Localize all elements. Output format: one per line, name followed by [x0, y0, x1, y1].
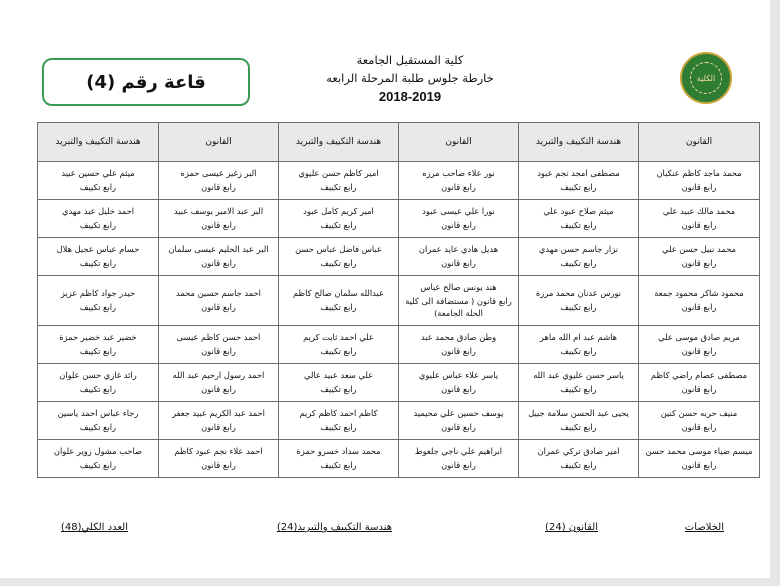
student-stage: رابع تكييف — [79, 384, 117, 394]
student-name: امير كاظم حسن عليوي — [298, 167, 379, 178]
student-name: احمد عبد الكريم عبيد جعفر — [172, 407, 265, 418]
student-name: مريم صادق موسى علي — [658, 331, 740, 342]
table-row — [38, 440, 760, 478]
student-stage: رابع تكييف — [560, 384, 597, 394]
student-stage: رابع قانون — [681, 346, 717, 356]
student-name: ميثم صلاح عبود علي — [543, 205, 614, 216]
seat-cell — [399, 238, 519, 276]
student-stage: رابع تكييف — [560, 460, 597, 470]
college-logo-text: الكلية — [696, 73, 716, 83]
seat-cell — [38, 364, 159, 402]
student-stage: رابع قانون — [681, 258, 717, 268]
seat-cell — [279, 200, 399, 238]
table-row — [38, 162, 760, 200]
column-header: هندسة التكييف والتبريد — [38, 123, 159, 162]
seat-cell — [639, 364, 760, 402]
seat-cell — [279, 364, 399, 402]
student-stage: رابع قانون — [441, 220, 476, 230]
seat-cell — [639, 276, 760, 326]
seat-cell — [639, 238, 760, 276]
table-row — [38, 238, 760, 276]
student-name: نزار جاسم حسن مهدي — [538, 243, 619, 254]
student-stage: رابع قانون — [201, 460, 236, 470]
student-stage: رابع قانون — [681, 302, 717, 312]
student-name: البر عبد الحليم عيسى سلمان — [168, 243, 269, 254]
student-name: احمد حسن كاظم عيسى — [176, 331, 261, 342]
student-stage: رابع قانون — [201, 384, 236, 394]
student-stage: رابع تكييف — [320, 460, 357, 470]
seat-cell — [399, 276, 519, 326]
student-stage: رابع قانون — [441, 460, 476, 470]
student-stage: رابع تكييف — [320, 302, 357, 312]
seat-cell — [279, 162, 399, 200]
student-name: امير كريم كامل عبود — [303, 205, 374, 216]
student-stage: رابع قانون ( مستضافة الى كلية الحلة الجامعة) — [405, 296, 512, 318]
student-stage: رابع قانون — [441, 182, 476, 192]
student-stage: رابع قانون — [201, 346, 236, 356]
student-stage: رابع قانون — [681, 182, 717, 192]
total-count: العدد الكلي(48) — [60, 522, 128, 533]
college-logo-seal — [690, 62, 722, 94]
engineering-count: هندسة التكييف والتبريد(24) — [276, 522, 392, 533]
student-stage: رابع قانون — [201, 422, 236, 432]
student-stage: رابع تكييف — [560, 346, 597, 356]
student-name: هاشم عبد ام الله ماهر — [539, 331, 618, 342]
student-stage: رابع تكييف — [320, 182, 357, 192]
column-header: هندسة التكييف والتبريد — [279, 123, 399, 162]
student-name: علي احمد ثابت كريم — [303, 331, 374, 342]
seat-cell — [639, 162, 760, 200]
seat-cell — [639, 402, 760, 440]
seat-cell — [639, 200, 760, 238]
seat-cell — [279, 402, 399, 440]
student-stage: رابع تكييف — [79, 460, 117, 470]
summary-label: الخلاصات — [684, 522, 724, 533]
academic-year: 2018-2019 — [378, 89, 442, 104]
seat-cell — [38, 162, 159, 200]
student-name: حيدر جواد كاظم عزيز — [60, 287, 136, 298]
student-name: محمود شاكر محمود جمعة — [654, 287, 744, 298]
student-stage: رابع تكييف — [79, 346, 117, 356]
student-name: هديل هادي عايد عمران — [418, 243, 499, 254]
table-row — [38, 326, 760, 364]
student-stage: رابع تكييف — [79, 422, 117, 432]
student-stage: رابع قانون — [681, 422, 717, 432]
student-name: نور علاء صاحب مرزه — [422, 167, 495, 178]
student-stage: رابع قانون — [441, 258, 476, 268]
law-count: القانون (24) — [545, 522, 598, 533]
student-stage: رابع تكييف — [560, 302, 597, 312]
student-stage: رابع تكييف — [560, 258, 597, 268]
student-name: علي سعد عبيد عالي — [303, 369, 374, 380]
student-stage: رابع تكييف — [320, 258, 357, 268]
student-stage: رابع قانون — [201, 182, 236, 192]
seat-cell — [279, 440, 399, 478]
table-row — [38, 402, 760, 440]
student-stage: رابع تكييف — [79, 182, 117, 192]
student-name: نورا علي عيسى عبود — [422, 205, 495, 216]
student-name: احمد جاسم حسين محمد — [176, 287, 261, 298]
seat-cell — [399, 200, 519, 238]
seat-cell — [38, 440, 159, 478]
seat-cell — [519, 364, 639, 402]
seat-cell — [399, 326, 519, 364]
student-stage: رابع قانون — [201, 220, 236, 230]
student-name: مصطفى امجد نجم عبود — [537, 167, 620, 178]
seat-cell — [519, 402, 639, 440]
seat-cell — [399, 364, 519, 402]
student-stage: رابع قانون — [441, 346, 476, 356]
seat-cell — [639, 326, 760, 364]
seat-cell — [38, 200, 159, 238]
seat-cell — [38, 238, 159, 276]
table-row — [38, 364, 760, 402]
student-stage: رابع قانون — [681, 220, 717, 230]
seat-cell — [519, 238, 639, 276]
column-header: القانون — [639, 123, 760, 162]
student-name: محمد سداد خسرو حمزة — [296, 445, 381, 456]
seat-cell — [159, 162, 279, 200]
student-name: ياسر حسن عليوي عبد الله — [533, 369, 624, 380]
student-name: البر عبد الامير يوسف عبيد — [173, 205, 264, 216]
student-name: يحيى عبد الحسن سلامة جبيل — [528, 407, 629, 418]
seating-table — [37, 122, 760, 478]
seat-cell — [159, 238, 279, 276]
seat-cell — [159, 276, 279, 326]
seat-cell — [38, 276, 159, 326]
student-name: احمد خليل عبد مهدي — [61, 205, 135, 216]
student-name: يوسف حسين علي محيميد — [413, 407, 504, 418]
seat-cell — [399, 402, 519, 440]
college-logo — [680, 52, 732, 104]
student-name: وطن صادق محمد عبد — [420, 331, 497, 342]
student-stage: رابع قانون — [201, 258, 236, 268]
document-title: خارطة جلوس طلبة المرحلة الرابعه — [326, 70, 494, 85]
student-stage: رابع قانون — [201, 302, 236, 312]
student-name: ابراهيم علي ناجي جلعوط — [414, 445, 503, 456]
student-name: عباس فاضل عباس حسن — [295, 243, 382, 254]
student-name: مصطفى عصام راضي كاظم — [650, 369, 748, 380]
student-name: امير صادق تركي عمران — [537, 445, 620, 456]
student-name: محمد مالك عبيد علي — [662, 205, 736, 216]
student-name: كاظم احمد كاظم كريم — [299, 407, 378, 418]
student-stage: رابع تكييف — [320, 346, 357, 356]
student-name: نورس عدنان محمد مرزة — [535, 287, 622, 298]
seat-cell — [279, 238, 399, 276]
student-name: البر زغير عيسى حمزه — [180, 167, 257, 178]
student-stage: رابع تكييف — [79, 220, 117, 230]
student-stage: رابع تكييف — [79, 302, 117, 312]
seat-cell — [38, 402, 159, 440]
student-name: حسام عباس عجيل هلال — [56, 243, 140, 254]
seat-cell — [399, 162, 519, 200]
seat-cell — [159, 440, 279, 478]
seat-cell — [519, 276, 639, 326]
student-name: منيف حريه حسن كنين — [660, 407, 738, 418]
seat-cell — [519, 162, 639, 200]
student-stage: رابع قانون — [681, 460, 717, 470]
seat-cell — [519, 440, 639, 478]
window-edge-right — [770, 0, 780, 586]
student-stage: رابع تكييف — [320, 422, 357, 432]
student-stage: رابع تكييف — [320, 384, 357, 394]
seat-cell — [159, 364, 279, 402]
column-header: هندسة التكييف والتبريد — [519, 123, 639, 162]
seat-cell — [639, 440, 760, 478]
seat-cell — [519, 326, 639, 364]
student-stage: رابع قانون — [441, 422, 476, 432]
student-name: ياسر علاء عباس عليوي — [418, 369, 499, 380]
column-header: القانون — [399, 123, 519, 162]
room-label: قاعة رقم (4) — [86, 71, 206, 93]
student-stage: رابع تكييف — [560, 220, 597, 230]
student-name: عبدالله سلمان صالح كاظم — [293, 287, 384, 298]
student-name: ميسم ضياء موسى محمد حسن — [645, 445, 753, 456]
seat-cell — [519, 200, 639, 238]
student-stage: رابع قانون — [681, 384, 717, 394]
student-stage: رابع تكييف — [560, 182, 597, 192]
student-stage: رابع تكييف — [320, 220, 357, 230]
student-name: احمد رسول ارحيم عبد الله — [172, 369, 265, 380]
student-name: محمد نبيل حسن علي — [662, 243, 736, 254]
student-name: هند يونس صالح عباس — [420, 282, 497, 293]
seat-cell — [159, 200, 279, 238]
student-name: رجاء عباس احمد ياسين — [57, 407, 139, 418]
seat-cell — [38, 326, 159, 364]
college-name: كلية المستقبل الجامعة — [356, 53, 464, 67]
seat-cell — [399, 440, 519, 478]
student-name: رائد غازي حسن علوان — [59, 369, 137, 380]
table-row — [38, 200, 760, 238]
student-stage: رابع تكييف — [560, 422, 597, 432]
window-edge-bottom — [0, 578, 780, 586]
student-stage: رابع تكييف — [79, 258, 117, 268]
seat-cell — [279, 276, 399, 326]
student-name: صاحب مشول زوير علوان — [53, 445, 143, 456]
room-label-box — [42, 58, 250, 106]
student-name: احمد علاء نجم عبود كاظم — [174, 445, 263, 456]
student-name: خضير عبد خضير حمزة — [59, 331, 137, 342]
student-name: ميثم علي حسين عبيد — [61, 167, 135, 178]
table-row — [38, 276, 760, 326]
student-name: محمد ماجد كاظم عنكبان — [656, 167, 742, 178]
table-header-row — [38, 123, 760, 162]
seat-cell — [159, 402, 279, 440]
column-header: القانون — [159, 123, 279, 162]
seat-cell — [159, 326, 279, 364]
seat-cell — [279, 326, 399, 364]
student-stage: رابع قانون — [441, 384, 476, 394]
document-header — [290, 55, 530, 103]
